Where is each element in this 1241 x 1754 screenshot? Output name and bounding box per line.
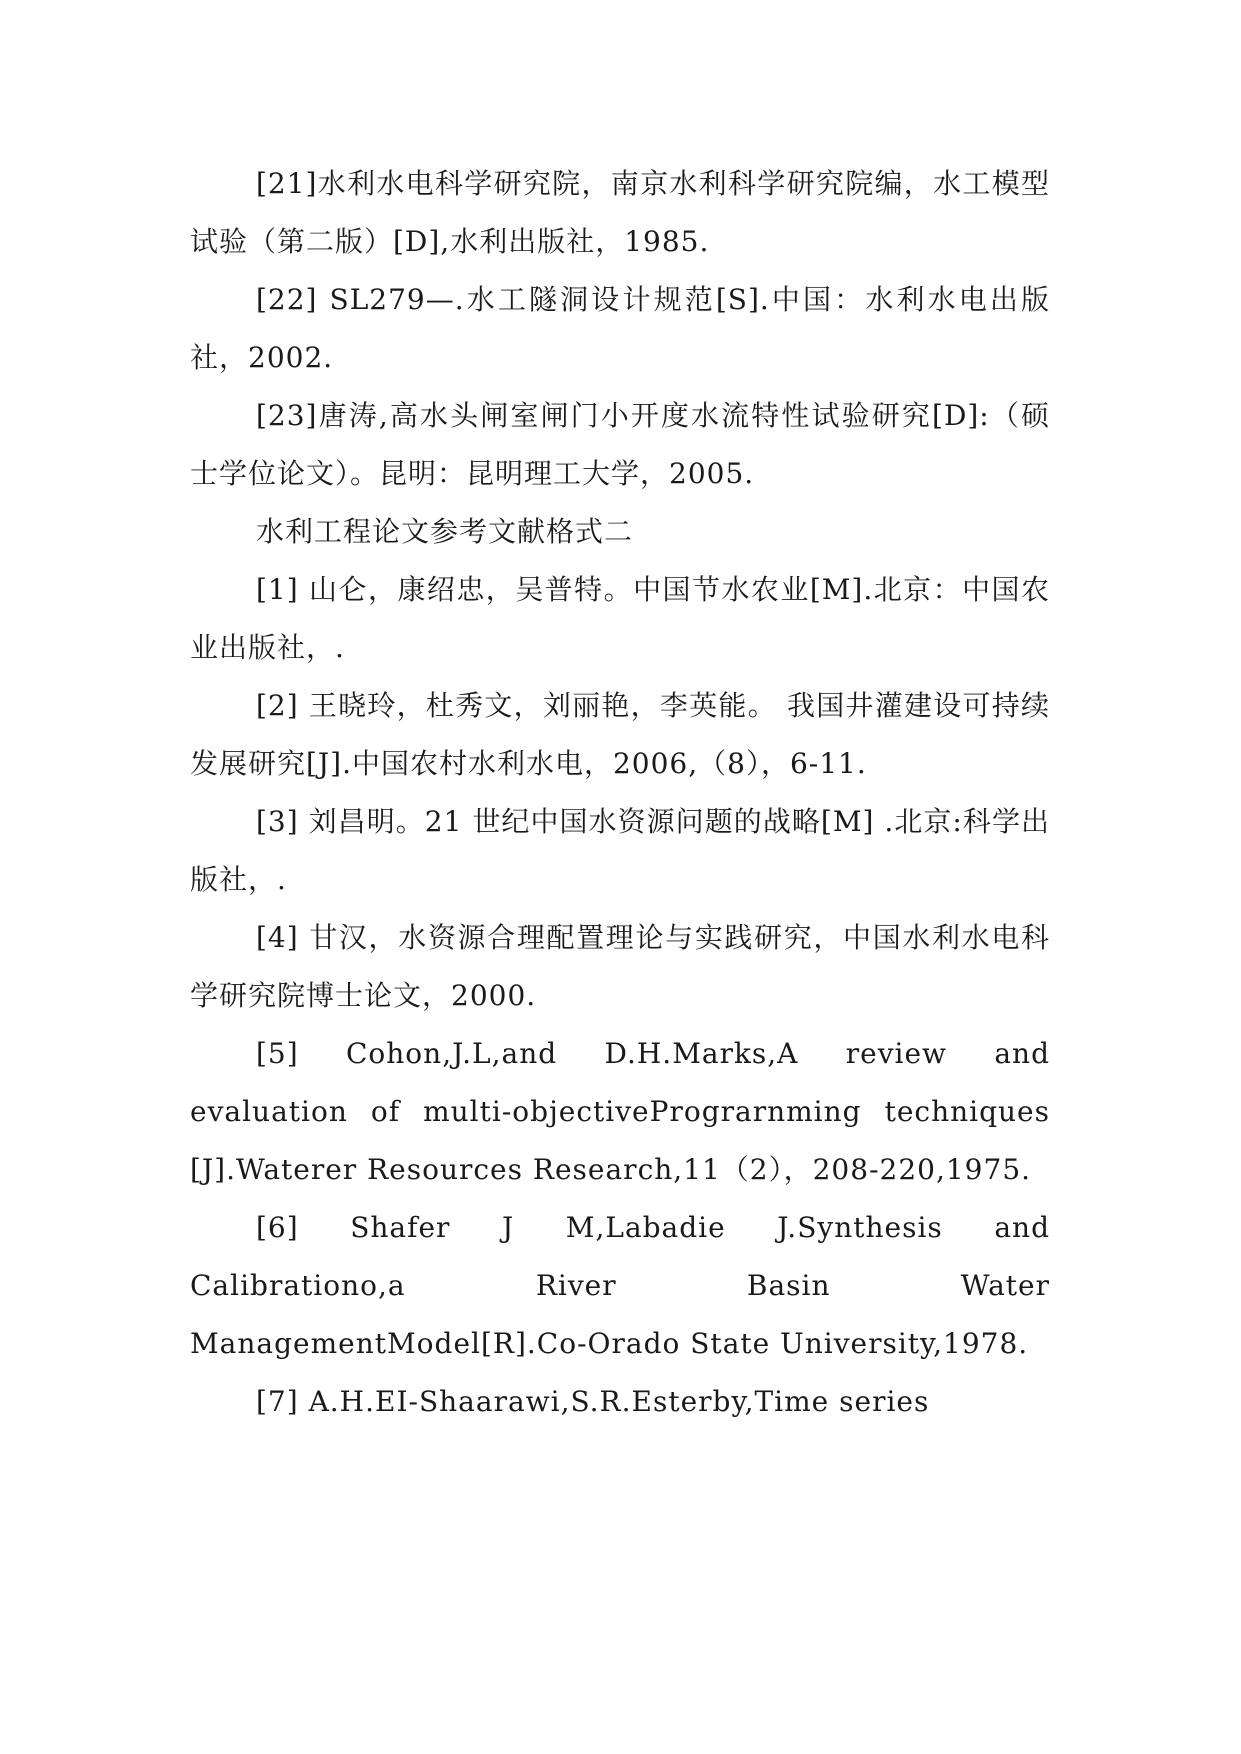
reference2-6: [6] Shafer J M,Labadie J.Synthesis and Calibrationo,a River Basin Water ManagementModel[R].Co-Orado State University,1978.: [190, 1211, 1050, 1360]
reference2-1: [1] 山仑，康绍忠，吴普特。中国节水农业[M].北京：中国农业出版社，.: [190, 573, 1050, 664]
reference-23: [23]唐涛,高水头闸室闸门小开度水流特性试验研究[D]:（硕士学位论文）。昆明：昆明理工大学，2005.: [190, 399, 1050, 490]
reference2-5: [5] Cohon,J.L,and D.H.Marks,A review and evaluation of multi-objectivePrograrnming techniques [J].Waterer Resources Research,11（2），208-220,1975.: [190, 1037, 1050, 1186]
reference2-3: [3] 刘昌明。21 世纪中国水资源问题的战略[M] .北京:科学出版社，.: [190, 805, 1050, 896]
reference-21: [21]水利水电科学研究院，南京水利科学研究院编，水工模型试验（第二版）[D],水利出版社，1985.: [190, 167, 1050, 258]
reference2-4: [4] 甘汉，水资源合理配置理论与实践研究，中国水利水电科学研究院博士论文，2000.: [190, 921, 1050, 1012]
reference2-2: [2] 王晓玲，杜秀文，刘丽艳，李英能。 我国井灌建设可持续发展研究[J].中国农村水利水电，2006,（8），6-11.: [190, 689, 1050, 780]
document-body: [190, 155, 1050, 1431]
reference-22: [22] SL279—.水工隧洞设计规范[S].中国：水利水电出版社，2002.: [190, 283, 1050, 374]
reference2-7: [7] A.H.EI-Shaarawi,S.R.Esterby,Time series: [256, 1385, 930, 1418]
section-heading: 水利工程论文参考文献格式二: [256, 515, 634, 548]
